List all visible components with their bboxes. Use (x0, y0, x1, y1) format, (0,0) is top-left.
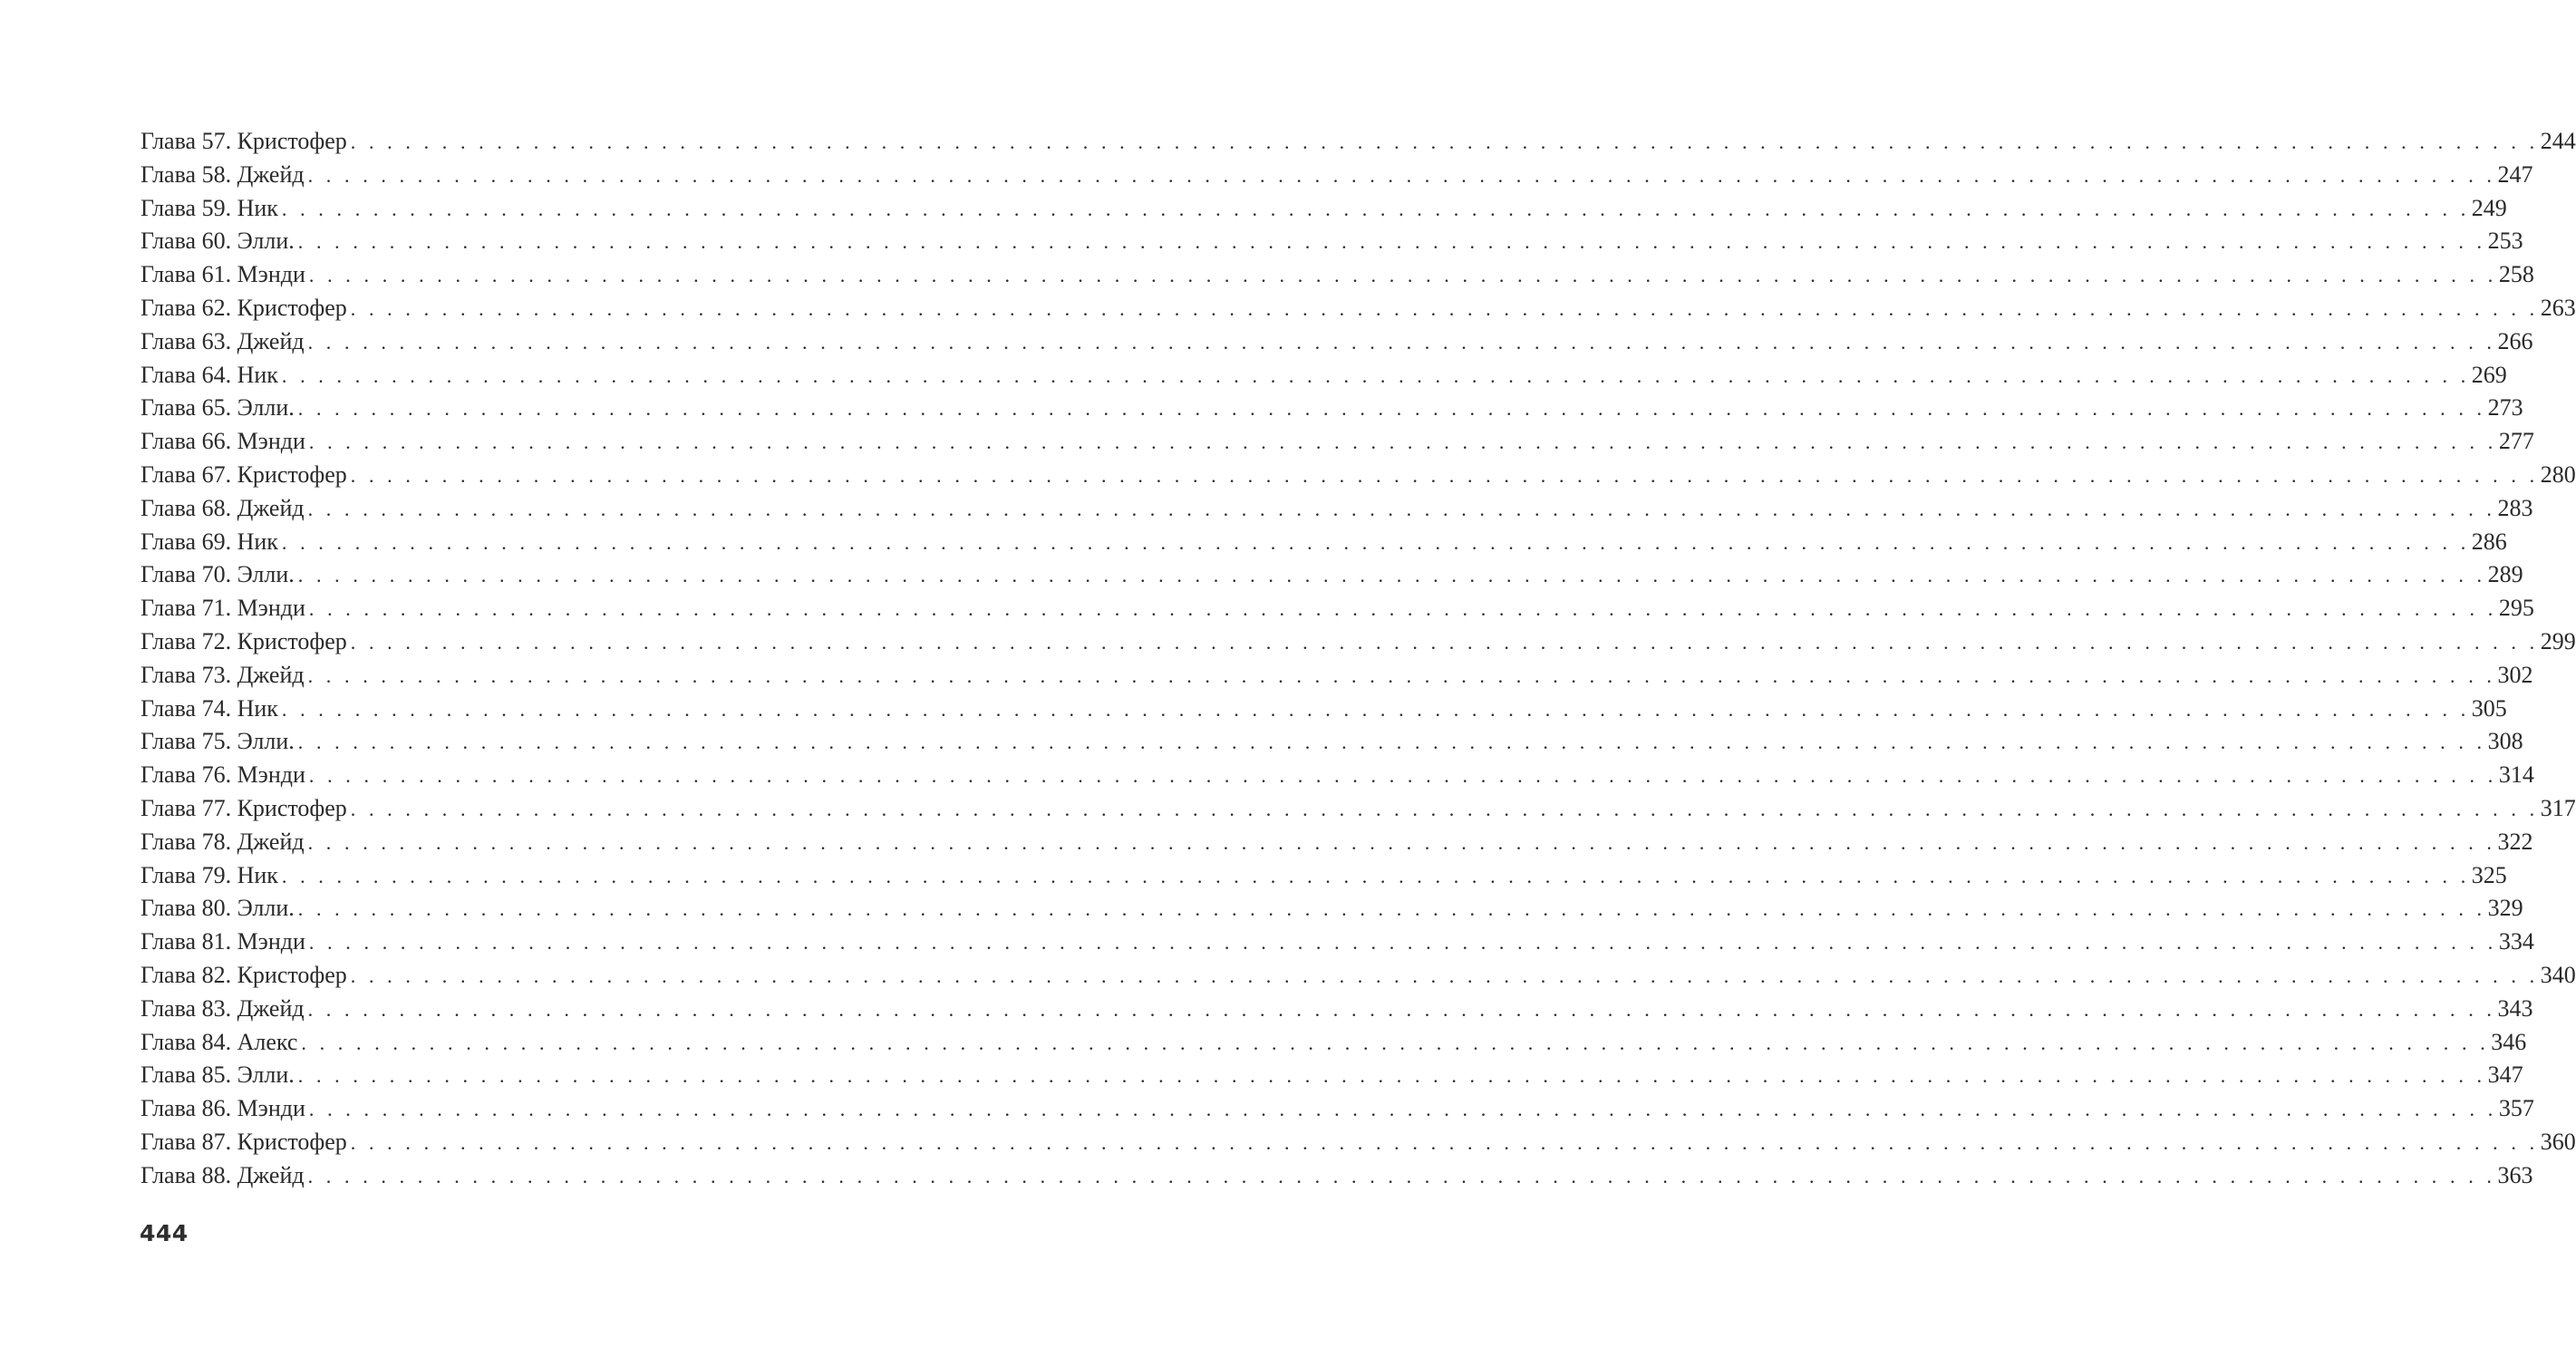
toc-leader-dots: . . . . . . . . . . . . . . . . . . . . . . . . . . . . . . . . . . . . . . . . . . . . . . . . . . . . . . . . . . . . . . . . . . . . . . . . . . . . . . . . . . . . . . . . . . . . . . . . . . . . . . . . . . . . . . . . . . . . . . . . (308, 764, 2497, 788)
toc-entry-title: Глава 74. Ник (140, 694, 278, 722)
toc-entry (140, 258, 2534, 292)
toc-entry-page: 283 (2497, 494, 2533, 521)
toc-entry-title: Глава 68. Джейд (140, 494, 305, 521)
toc-leader-dots: . . . . . . . . . . . . . . . . . . . . . . . . . . . . . . . . . . . . . . . . . . . . . . . . . . . . . . . . . . . . . . . . . . . . . . . . . . . . . . . . . . . . . . . . . . . . . . . . . . . . . . . . . . . . . . . . . . . . . . . . (297, 731, 2486, 754)
toc-entry-title: Глава 77. Кристофер (140, 794, 347, 821)
toc-leader-dots: . . . . . . . . . . . . . . . . . . . . . . . . . . . . . . . . . . . . . . . . . . . . . . . . . . . . . . . . . . . . . . . . . . . . . . . . . . . . . . . . . . . . . . . . . . . . . . . . . . . . . . . . . . . . . . . . . . . . . . . . (308, 264, 2497, 287)
toc-leader-dots: . . . . . . . . . . . . . . . . . . . . . . . . . . . . . . . . . . . . . . . . . . . . . . . . . . . . . . . . . . . . . . . . . . . . . . . . . . . . . . . . . . . . . . . . . . . . . . . . . . . . . . . . . . . . . . . . . . . . . . . . (308, 1098, 2497, 1121)
toc-entry-page: 308 (2487, 728, 2523, 755)
toc-entry (140, 1059, 2523, 1092)
toc-leader-dots: . . . . . . . . . . . . . . . . . . . . . . . . . . . . . . . . . . . . . . . . . . . . . . . . . . . . . . . . . . . . . . . . . . . . . . . . . . . . . . . . . . . . . . . . . . . . . . . . . . . . . . . . . . . . . . . . . . . . . . . . (307, 664, 2496, 687)
toc-entry (140, 892, 2523, 926)
toc-entry-page: 277 (2498, 428, 2534, 455)
toc-entry (140, 659, 2533, 693)
toc-entry-page: 357 (2498, 1095, 2534, 1122)
toc-entry-title: Глава 83. Джейд (140, 994, 305, 1022)
toc-entry (140, 1026, 2527, 1060)
toc-leader-dots: . . . . . . . . . . . . . . . . . . . . . . . . . . . . . . . . . . . . . . . . . . . . . . . . . . . . . . . . . . . . . . . . . . . . . . . . . . . . . . . . . . . . . . . . . . . . . . . . . . . . . . . . . . . . . . . . . . . . . . . . (281, 530, 2470, 554)
toc-leader-dots: . . . . . . . . . . . . . . . . . . . . . . . . . . . . . . . . . . . . . . . . . . . . . . . . . . . . . . . . . . . . . . . . . . . . . . . . . . . . . . . . . . . . . . . . . . . . . . . . . . . . . . . . . . . . . . . . . . . . . . . . (307, 997, 2496, 1021)
toc-entry-page: 340 (2540, 961, 2576, 988)
toc-entry (140, 959, 2576, 993)
toc-leader-dots: . . . . . . . . . . . . . . . . . . . . . . . . . . . . . . . . . . . . . . . . . . . . . . . . . . . . . . . . . . . . . . . . . . . . . . . . . . . . . . . . . . . . . . . . . . . . . . . . . . . . . . . . . . . . . . . . . . . . . . . . (350, 463, 2539, 487)
toc-leader-dots: . . . . . . . . . . . . . . . . . . . . . . . . . . . . . . . . . . . . . . . . . . . . . . . . . . . . . . . . . . . . . . . . . . . . . . . . . . . . . . . . . . . . . . . . . . . . . . . . . . . . . . . . . . . . . . . . . . . . . . . . (308, 931, 2497, 955)
toc-entry-title: Глава 78. Джейд (140, 828, 305, 855)
toc-entry-page: 346 (2491, 1028, 2527, 1055)
toc-entry-page: 295 (2498, 595, 2534, 622)
toc-entry-title: Глава 87. Кристофер (140, 1128, 347, 1155)
toc-entry-title: Глава 79. Ник (140, 861, 278, 888)
toc-entry-page: 302 (2497, 661, 2533, 688)
toc-entry-page: 247 (2497, 160, 2533, 188)
toc-leader-dots: . . . . . . . . . . . . . . . . . . . . . . . . . . . . . . . . . . . . . . . . . . . . . . . . . . . . . . . . . . . . . . . . . . . . . . . . . . . . . . . . . . . . . . . . . . . . . . . . . . . . . . . . . . . . . . . . . . . . . . . . (281, 197, 2470, 220)
toc-entry (140, 192, 2507, 226)
toc-entry-title: Глава 80. Элли. (140, 895, 295, 922)
toc-entry-page: 343 (2497, 994, 2533, 1022)
toc-entry-title: Глава 72. Кристофер (140, 627, 347, 654)
toc-entry-title: Глава 70. Элли. (140, 561, 295, 588)
toc-leader-dots: . . . . . . . . . . . . . . . . . . . . . . . . . . . . . . . . . . . . . . . . . . . . . . . . . . . . . . . . . . . . . . . . . . . . . . . . . . . . . . . . . . . . . . . . . . . . . . . . . . . . . . . . . . . . . . . . . . . . . . . . (281, 864, 2470, 887)
toc-entry-title: Глава 73. Джейд (140, 661, 305, 688)
toc-leader-dots: . . . . . . . . . . . . . . . . . . . . . . . . . . . . . . . . . . . . . . . . . . . . . . . . . . . . . . . . . . . . . . . . . . . . . . . . . . . . . . . . . . . . . . . . . . . . . . . . . . . . . . . . . . . . . . . . . . . . . . . . (297, 397, 2486, 421)
toc-entry-page: 258 (2498, 261, 2534, 288)
toc-entry (140, 993, 2533, 1026)
toc-entry (140, 1159, 2533, 1193)
toc-entry-page: 269 (2471, 361, 2507, 388)
toc-entry-page: 334 (2498, 928, 2534, 955)
toc-entry (140, 1126, 2576, 1159)
toc-entry-page: 244 (2540, 128, 2576, 154)
toc-entry (140, 125, 2576, 159)
toc-entry-page: 273 (2487, 394, 2523, 422)
toc-entry-title: Глава 66. Мэнди (140, 428, 305, 455)
toc-entry-title: Глава 63. Джейд (140, 327, 305, 354)
toc-entry (140, 425, 2534, 459)
toc-entry-title: Глава 59. Ник (140, 194, 278, 221)
toc-entry-title: Глава 88. Джейд (140, 1161, 305, 1188)
toc-entry (140, 359, 2507, 393)
toc-leader-dots: . . . . . . . . . . . . . . . . . . . . . . . . . . . . . . . . . . . . . . . . . . . . . . . . . . . . . . . . . . . . . . . . . . . . . . . . . . . . . . . . . . . . . . . . . . . . . . . . . . . . . . . . . . . . . . . . . . . . . . . . (350, 131, 2539, 153)
toc-entry-title: Глава 81. Мэнди (140, 928, 305, 955)
toc-entry-page: 363 (2497, 1161, 2533, 1188)
toc-leader-dots: . . . . . . . . . . . . . . . . . . . . . . . . . . . . . . . . . . . . . . . . . . . . . . . . . . . . . . . . . . . . . . . . . . . . . . . . . . . . . . . . . . . . . . . . . . . . . . . . . . . . . . . . . . . . . . . . . . . . . . . . (308, 431, 2497, 454)
toc-entry-title: Глава 67. Кристофер (140, 460, 347, 488)
toc-leader-dots: . . . . . . . . . . . . . . . . . . . . . . . . . . . . . . . . . . . . . . . . . . . . . . . . . . . . . . . . . . . . . . . . . . . . . . . . . . . . . . . . . . . . . . . . . . . . . . . . . . . . . . . . . . . . . . . . . . . . . . . . (307, 163, 2496, 187)
toc-entry-title: Глава 57. Кристофер (140, 128, 347, 154)
toc-entry-title: Глава 64. Ник (140, 361, 278, 388)
toc-entry (140, 225, 2523, 258)
toc-entry-title: Глава 60. Элли. (140, 228, 295, 255)
toc-leader-dots: . . . . . . . . . . . . . . . . . . . . . . . . . . . . . . . . . . . . . . . . . . . . . . . . . . . . . . . . . . . . . . . . . . . . . . . . . . . . . . . . . . . . . . . . . . . . . . . . . . . . . . . . . . . . . . . . . . . . . . . . (350, 797, 2539, 820)
toc-entry-page: 249 (2471, 194, 2507, 221)
toc-entry (140, 492, 2533, 526)
toc-entry-page: 280 (2540, 460, 2576, 488)
toc-entry-page: 289 (2487, 561, 2523, 588)
toc-leader-dots: . . . . . . . . . . . . . . . . . . . . . . . . . . . . . . . . . . . . . . . . . . . . . . . . . . . . . . . . . . . . . . . . . . . . . . . . . . . . . . . . . . . . . . . . . . . . . . . . . . . . . . . . . . . . . . . . . . . . . . . . (297, 897, 2486, 921)
toc-leader-dots: . . . . . . . . . . . . . . . . . . . . . . . . . . . . . . . . . . . . . . . . . . . . . . . . . . . . . . . . . . . . . . . . . . . . . . . . . . . . . . . . . . . . . . . . . . . . . . . . . . . . . . . . . . . . . . . . . . . . . . . . (297, 564, 2486, 587)
toc-entry (140, 859, 2507, 893)
toc-entry (140, 558, 2523, 592)
table-of-contents (140, 125, 2576, 1193)
toc-entry-page: 305 (2471, 694, 2507, 722)
toc-entry (140, 159, 2533, 192)
toc-entry-title: Глава 61. Мэнди (140, 261, 305, 288)
toc-entry-title: Глава 85. Элли. (140, 1061, 295, 1089)
toc-entry-page: 329 (2487, 895, 2523, 922)
toc-leader-dots: . . . . . . . . . . . . . . . . . . . . . . . . . . . . . . . . . . . . . . . . . . . . . . . . . . . . . . . . . . . . . . . . . . . . . . . . . . . . . . . . . . . . . . . . . . . . . . . . . . . . . . . . . . . . . . . . . . . . . . . . (307, 497, 2496, 520)
toc-entry-title: Глава 84. Алекс (140, 1028, 298, 1055)
toc-entry (140, 759, 2534, 792)
toc-entry-title: Глава 76. Мэнди (140, 761, 305, 789)
toc-entry-title: Глава 58. Джейд (140, 160, 305, 188)
toc-entry (140, 792, 2576, 826)
toc-entry-title: Глава 71. Мэнди (140, 595, 305, 622)
toc-entry-title: Глава 69. Ник (140, 528, 278, 555)
toc-entry (140, 625, 2576, 659)
toc-leader-dots: . . . . . . . . . . . . . . . . . . . . . . . . . . . . . . . . . . . . . . . . . . . . . . . . . . . . . . . . . . . . . . . . . . . . . . . . . . . . . . . . . . . . . . . . . . . . . . . . . . . . . . . . . . . . . . . . . . . . . . . . (350, 296, 2539, 320)
toc-entry-title: Глава 86. Мэнди (140, 1095, 305, 1122)
toc-entry-page: 299 (2540, 627, 2576, 654)
page-number: 444 (140, 1220, 189, 1246)
toc-leader-dots: . . . . . . . . . . . . . . . . . . . . . . . . . . . . . . . . . . . . . . . . . . . . . . . . . . . . . . . . . . . . . . . . . . . . . . . . . . . . . . . . . . . . . . . . . . . . . . . . . . . . . . . . . . . . . . . . . . . . . . . . (301, 1031, 2490, 1054)
toc-leader-dots: . . . . . . . . . . . . . . . . . . . . . . . . . . . . . . . . . . . . . . . . . . . . . . . . . . . . . . . . . . . . . . . . . . . . . . . . . . . . . . . . . . . . . . . . . . . . . . . . . . . . . . . . . . . . . . . . . . . . . . . . (308, 597, 2497, 621)
toc-entry-title: Глава 82. Кристофер (140, 961, 347, 988)
toc-leader-dots: . . . . . . . . . . . . . . . . . . . . . . . . . . . . . . . . . . . . . . . . . . . . . . . . . . . . . . . . . . . . . . . . . . . . . . . . . . . . . . . . . . . . . . . . . . . . . . . . . . . . . . . . . . . . . . . . . . . . . . . . (307, 830, 2496, 854)
toc-leader-dots: . . . . . . . . . . . . . . . . . . . . . . . . . . . . . . . . . . . . . . . . . . . . . . . . . . . . . . . . . . . . . . . . . . . . . . . . . . . . . . . . . . . . . . . . . . . . . . . . . . . . . . . . . . . . . . . . . . . . . . . . (350, 1130, 2539, 1154)
toc-entry-page: 347 (2487, 1061, 2523, 1089)
toc-entry (140, 693, 2507, 726)
toc-entry-page: 322 (2497, 828, 2533, 855)
toc-entry (140, 459, 2576, 492)
toc-entry (140, 926, 2534, 959)
toc-entry-page: 360 (2540, 1128, 2576, 1155)
toc-leader-dots: . . . . . . . . . . . . . . . . . . . . . . . . . . . . . . . . . . . . . . . . . . . . . . . . . . . . . . . . . . . . . . . . . . . . . . . . . . . . . . . . . . . . . . . . . . . . . . . . . . . . . . . . . . . . . . . . . . . . . . . . (350, 630, 2539, 654)
toc-entry (140, 1092, 2534, 1126)
toc-entry-page: 263 (2540, 294, 2576, 321)
toc-entry-page: 253 (2487, 228, 2523, 255)
toc-leader-dots: . . . . . . . . . . . . . . . . . . . . . . . . . . . . . . . . . . . . . . . . . . . . . . . . . . . . . . . . . . . . . . . . . . . . . . . . . . . . . . . . . . . . . . . . . . . . . . . . . . . . . . . . . . . . . . . . . . . . . . . . (307, 330, 2496, 354)
toc-entry-page: 266 (2497, 327, 2533, 354)
toc-leader-dots: . . . . . . . . . . . . . . . . . . . . . . . . . . . . . . . . . . . . . . . . . . . . . . . . . . . . . . . . . . . . . . . . . . . . . . . . . . . . . . . . . . . . . . . . . . . . . . . . . . . . . . . . . . . . . . . . . . . . . . . . (297, 230, 2486, 254)
toc-entry-page: 317 (2540, 794, 2576, 821)
toc-entry-title: Глава 62. Кристофер (140, 294, 347, 321)
toc-leader-dots: . . . . . . . . . . . . . . . . . . . . . . . . . . . . . . . . . . . . . . . . . . . . . . . . . . . . . . . . . . . . . . . . . . . . . . . . . . . . . . . . . . . . . . . . . . . . . . . . . . . . . . . . . . . . . . . . . . . . . . . . (281, 697, 2470, 721)
toc-leader-dots: . . . . . . . . . . . . . . . . . . . . . . . . . . . . . . . . . . . . . . . . . . . . . . . . . . . . . . . . . . . . . . . . . . . . . . . . . . . . . . . . . . . . . . . . . . . . . . . . . . . . . . . . . . . . . . . . . . . . . . . . (297, 1064, 2486, 1088)
toc-entry (140, 526, 2507, 559)
toc-entry (140, 292, 2576, 325)
toc-entry (140, 725, 2523, 759)
toc-entry-page: 325 (2471, 861, 2507, 888)
toc-entry (140, 826, 2533, 859)
toc-entry-title: Глава 75. Элли. (140, 728, 295, 755)
toc-leader-dots: . . . . . . . . . . . . . . . . . . . . . . . . . . . . . . . . . . . . . . . . . . . . . . . . . . . . . . . . . . . . . . . . . . . . . . . . . . . . . . . . . . . . . . . . . . . . . . . . . . . . . . . . . . . . . . . . . . . . . . . . (307, 1164, 2496, 1187)
toc-entry (140, 592, 2534, 625)
toc-entry-title: Глава 65. Элли. (140, 394, 295, 422)
toc-entry-page: 286 (2471, 528, 2507, 555)
toc-leader-dots: . . . . . . . . . . . . . . . . . . . . . . . . . . . . . . . . . . . . . . . . . . . . . . . . . . . . . . . . . . . . . . . . . . . . . . . . . . . . . . . . . . . . . . . . . . . . . . . . . . . . . . . . . . . . . . . . . . . . . . . . (281, 363, 2470, 387)
toc-entry-page: 314 (2498, 761, 2534, 789)
toc-entry (140, 392, 2523, 425)
toc-leader-dots: . . . . . . . . . . . . . . . . . . . . . . . . . . . . . . . . . . . . . . . . . . . . . . . . . . . . . . . . . . . . . . . . . . . . . . . . . . . . . . . . . . . . . . . . . . . . . . . . . . . . . . . . . . . . . . . . . . . . . . . . (350, 964, 2539, 987)
toc-entry (140, 325, 2533, 359)
